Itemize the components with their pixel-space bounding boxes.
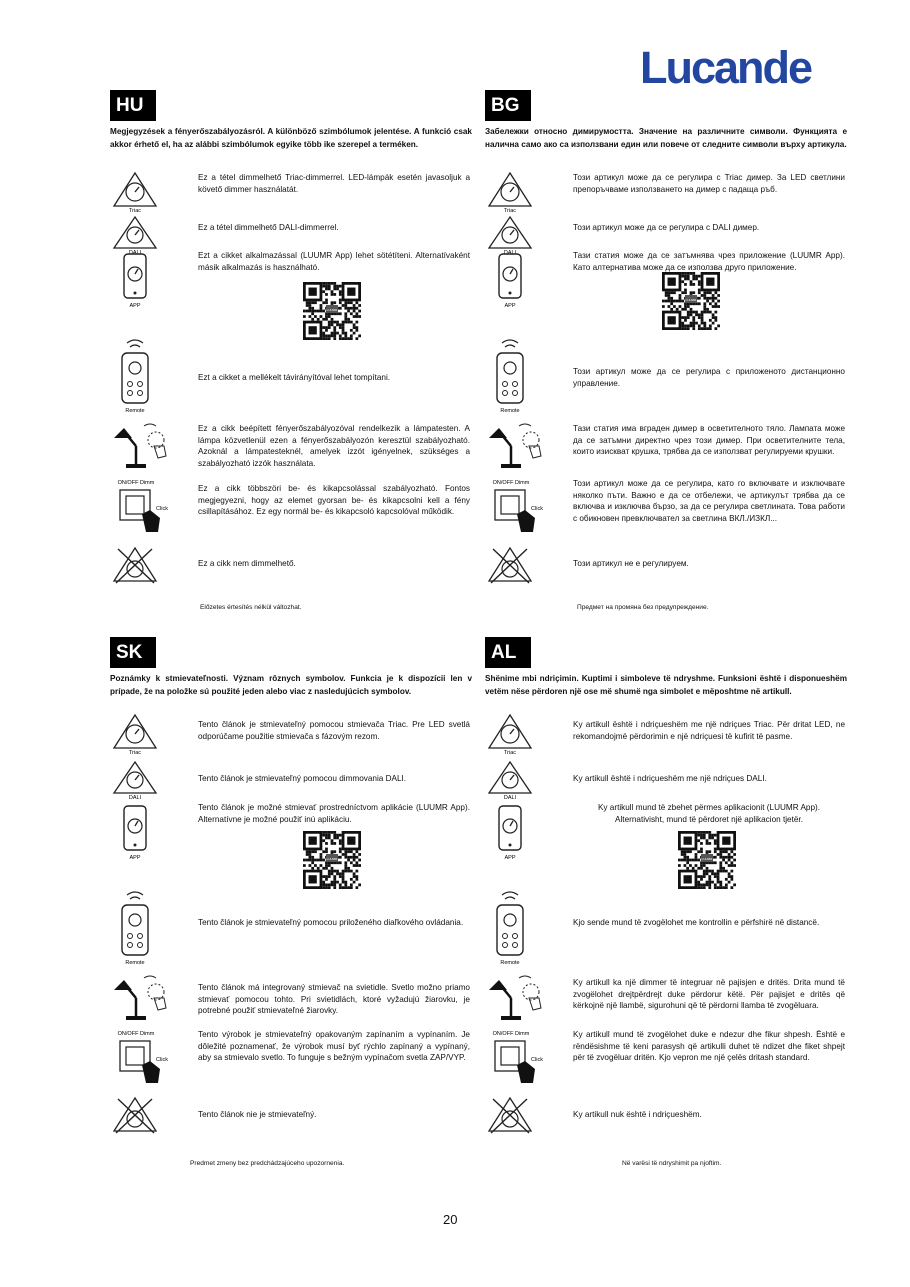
icon-caption: DALI	[503, 795, 517, 801]
switch-icon	[110, 478, 168, 541]
dali-icon	[485, 759, 535, 806]
svg-text:ON/OFF Dimm: ON/OFF Dimm	[117, 480, 155, 486]
remote-icon	[110, 335, 160, 420]
icon-caption: Remote	[500, 960, 520, 966]
app-icon	[485, 802, 535, 869]
none-icon	[485, 1095, 535, 1140]
section-intro: Shënime mbi ndriçimin. Kuptimi i simboleve të ndryshme. Funksioni është i disponueshëm vetëm nëse përdoren një ose më shumë nga simbolet e mëposhtme në artikull.	[485, 674, 847, 696]
section-sk	[110, 637, 472, 1119]
footnote: Предмет на промяна без предупреждение.	[577, 604, 709, 611]
triac-icon	[485, 170, 535, 219]
icon-caption: DALI	[128, 795, 142, 801]
dali-icon	[110, 759, 160, 806]
section-intro: Poznámky k stmievateľnosti. Význam rôznych symbolov. Funkcia je k dispozícii len v prípade, že na položke sú použité jeden alebo viac z nasledujúcich symbolov.	[110, 674, 472, 696]
svg-text:Click: Click	[531, 1057, 543, 1063]
switch-description: Ky artikull mund të zvogëlohet duke e ndezur dhe fikur shpesh. Është e rëndësishme të keni parasysh që artikulli duhet të ndizet dhe fiket shpejt për të zvogëluar dritën. Kjo vepron me një çelës dritash standard.	[573, 1030, 845, 1062]
remote-icon	[110, 887, 160, 972]
triac-description: Ez a tétel dimmelhető Triac-dimmerrel. LED-lámpák esetén javasoljuk a követő dimmer használatát.	[198, 173, 470, 194]
remote-description: Ezt a cikket a mellékelt távirányítóval lehet tompítani.	[198, 373, 391, 382]
section-hu	[110, 90, 472, 568]
svg-text:Click: Click	[531, 506, 543, 512]
qr-code	[678, 831, 736, 889]
svg-text:ON/OFF Dimm: ON/OFF Dimm	[492, 1031, 530, 1037]
language-badge: SK	[110, 637, 156, 668]
section-al	[485, 637, 847, 1119]
language-badge: AL	[485, 637, 531, 668]
remote-description: Tento článok je stmievateľný pomocou priloženého diaľkového ovládania.	[198, 918, 464, 927]
svg-text:LUUMR: LUUMR	[326, 308, 338, 312]
app-description: Ezt a cikket alkalmazással (LUUMR App) lehet sötétíteni. Alternatívaként másik alkalmazás is használható.	[198, 251, 470, 272]
icon-caption: DALI	[503, 250, 517, 256]
svg-text:ON/OFF Dimm: ON/OFF Dimm	[117, 1031, 155, 1037]
dali-description: Tento článok je stmievateľný pomocou dimmovania DALI.	[198, 774, 407, 783]
switch-icon	[485, 1029, 543, 1092]
language-badge: BG	[485, 90, 531, 121]
app-icon	[485, 250, 535, 317]
none-icon	[485, 545, 535, 590]
section-intro: Забележки относно димирумостта. Значение на различните символи. Функцията е налична само ако са използвани един или повече от следните символи върху артикула.	[485, 127, 847, 149]
remote-description: Този артикул може да се регулира с приложеното дистанционно управление.	[573, 367, 845, 388]
triac-icon	[110, 712, 160, 761]
footnote: Në varësi të ndryshimit pa njoftim.	[622, 1160, 722, 1167]
svg-text:LUUMR: LUUMR	[685, 298, 697, 302]
remote-icon	[485, 887, 535, 972]
language-badge: HU	[110, 90, 156, 121]
none-description: Tento článok nie je stmievateľný.	[198, 1110, 317, 1119]
icon-caption: APP	[129, 303, 141, 309]
icon-caption: Triac	[128, 208, 142, 214]
integrated-icon	[485, 972, 535, 1032]
icon-caption: Remote	[500, 408, 520, 414]
section-bg	[485, 90, 847, 568]
app-icon	[110, 802, 160, 869]
dali-description: Ky artikull është i ndriçueshëm me një ndriçues DALI.	[573, 774, 767, 783]
icon-caption: DALI	[128, 250, 142, 256]
dali-description: Ez a tétel dimmelhető DALI-dimmerrel.	[198, 223, 339, 232]
icon-caption: Triac	[503, 750, 517, 756]
icon-caption: APP	[129, 855, 141, 861]
svg-text:LUUMR: LUUMR	[701, 857, 713, 861]
svg-text:Click: Click	[156, 506, 168, 512]
integrated-description: Ky artikull ka një dimmer të integruar në pajisjen e dritës. Drita mund të zvogëlohet drejtpërdrejt duke përdorur këtë. Për pajisjet e dritës që kërkojnë një llambë, sigurohuni që të përdorni llamba të zvogëluara.	[573, 978, 845, 1010]
integrated-icon	[110, 972, 160, 1032]
svg-text:Click: Click	[156, 1057, 168, 1063]
triac-description: Ky artikull është i ndriçueshëm me një ndriçues Triac. Për dritat LED, ne rekomandojmë përdorimin e një ndriçuesi të kufirit të pasme.	[573, 720, 845, 741]
switch-icon	[110, 1029, 168, 1092]
icon-caption: APP	[504, 303, 516, 309]
triac-icon	[485, 712, 535, 761]
none-description: Ky artikull nuk është i ndriçueshëm.	[573, 1110, 702, 1119]
footnote: Predmet zmeny bez predchádzajúceho upozornenia.	[190, 1160, 345, 1167]
qr-code	[303, 282, 361, 340]
svg-text:ON/OFF Dimm: ON/OFF Dimm	[492, 480, 530, 486]
lucande-logo: Lucande	[640, 42, 812, 93]
icon-caption: Triac	[128, 750, 142, 756]
icon-caption: Triac	[503, 208, 517, 214]
remote-icon	[485, 335, 535, 420]
icon-caption: Remote	[125, 960, 145, 966]
none-icon	[110, 1095, 160, 1140]
app-description: Ky artikull mund të zbehet përmes aplikacionit (LUUMR App). Alternativisht, mund të përdoret një aplikacion tjetër.	[597, 803, 821, 824]
svg-text:LUUMR: LUUMR	[326, 857, 338, 861]
triac-description: Този артикул може да се регулира с Triac димер. За LED светлини препоръчваме използването на димер с падаща ръб.	[573, 173, 845, 194]
switch-description: Tento výrobok je stmievateľný opakovaným zapínaním a vypínaním. Je dôležité poznamenať, že výrobok musí byť rýchlo zapínaný a vypínaný, aby sa stmievalo svetlo. To funguje s bežným vypínačom svetla ZAP/VYP.	[198, 1030, 470, 1062]
none-description: Ez a cikk nem dimmelhető.	[198, 559, 296, 568]
remote-description: Kjo sende mund të zvogëlohet me kontrollin e përfshirë në distancë.	[573, 918, 820, 927]
icon-caption: APP	[504, 855, 516, 861]
integrated-icon	[110, 420, 160, 480]
app-description: Tento článok je možné stmievať prostredníctvom aplikácie (LUUMR App). Alternatívne je možné použiť inú aplikáciu.	[198, 803, 470, 824]
switch-description: Ez a cikk többszöri be- és kikapcsolással szabályozható. Fontos megjegyezni, hogy az elemet gyorsan be- és kikapcsolni kell a fény csillapításához. Ez egy normál be- és kikapcsoló kapcsolóval működik.	[198, 484, 470, 516]
page-number: 20	[443, 1212, 458, 1227]
app-icon	[110, 250, 160, 317]
app-description: Тази статия може да се затъмнява чрез приложение (LUUMR App). Като алтернатива може да се използва друго приложение.	[573, 251, 845, 272]
integrated-description: Тази статия има вграден димер в осветителното тяло. Лампата може да се затъмни директно чрез този димер. При осветителните тела, които изискват крушка, трябва да се използват регулируеми крушки.	[573, 424, 845, 456]
switch-description: Този артикул може да се регулира, като го включвате и изключвате няколко пъти. Важно е да се отбележи, че артикулът трябва да се включва и изключва бързо, за да се регулира светлината. Това работи с обикновен превключвател за светлина ВКЛ./ИЗКЛ...	[573, 479, 845, 523]
switch-icon	[485, 478, 543, 541]
none-description: Този артикул не е регулируем.	[573, 559, 689, 568]
triac-icon	[110, 170, 160, 219]
section-intro: Megjegyzések a fényerőszabályozásról. A különböző szimbólumok jelentése. A funkció csak akkor érhető el, ha az alábbi szimbólumok egyike több ike szerepel a terméken.	[110, 127, 472, 149]
integrated-description: Ez a cikk beépített fényerőszabályozóval rendelkezik a lámpatesten. A lámpa közvetlenül ezen a fényerőszabályozón keresztül szabályozható. Azoknál a lámpatesteknél, amelyek izzót igényelnek, szükséges a szabályozható izzók használata.	[198, 424, 470, 468]
integrated-icon	[485, 420, 535, 480]
none-icon	[110, 545, 160, 590]
qr-code	[303, 831, 361, 889]
integrated-description: Tento článok má integrovaný stmievač na svietidle. Svetlo možno priamo stmievať pomocou tohto. Pri svietidlách, ktoré vyžadujú žiarovku, je potrebné použiť stmievateľné žiarovky.	[198, 983, 470, 1015]
icon-caption: Remote	[125, 408, 145, 414]
triac-description: Tento článok je stmievateľný pomocou stmievača Triac. Pre LED svetlá odporúčame použitie stmievača s fázovým rezom.	[198, 720, 470, 741]
qr-code	[662, 272, 720, 330]
dali-description: Този артикул може да се регулира с DALI димер.	[573, 223, 760, 232]
footnote: Előzetes értesítés nélkül változhat.	[200, 604, 302, 611]
